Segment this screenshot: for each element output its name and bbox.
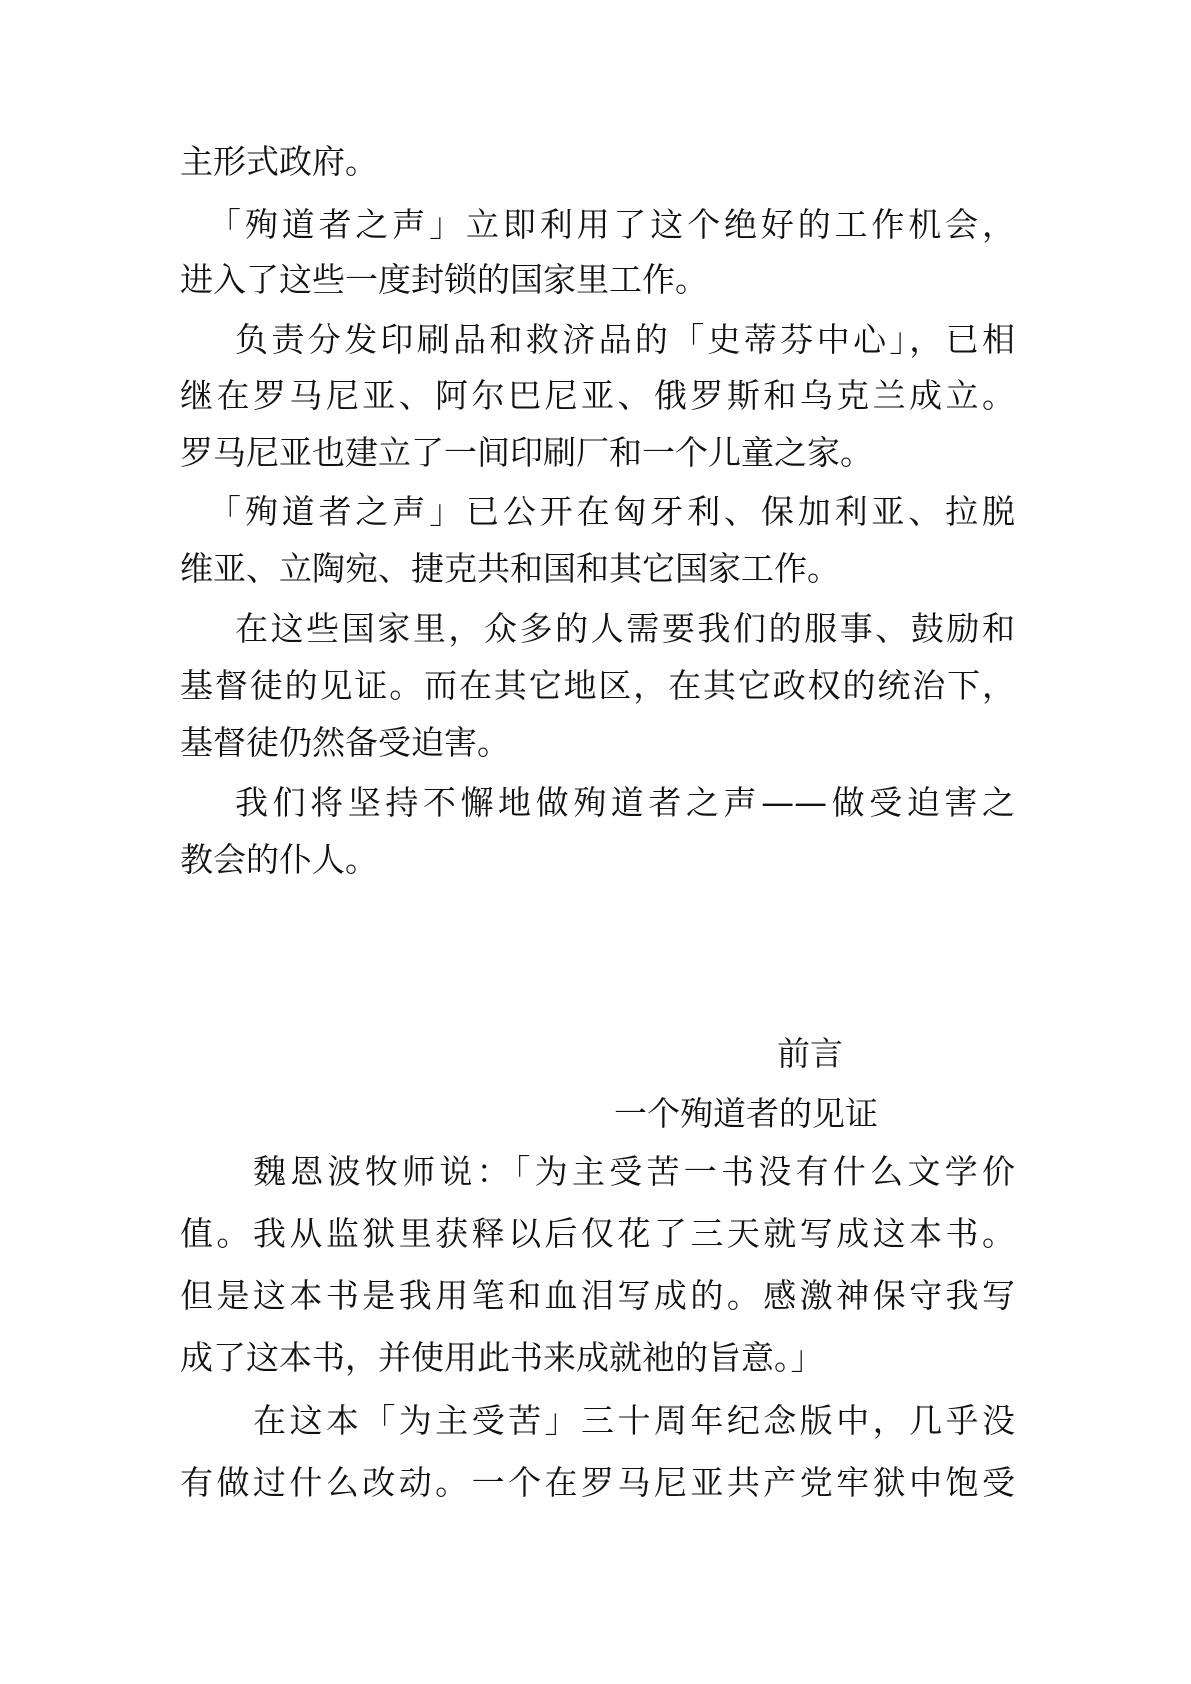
paragraph-line: 基督徒的见证。而在其它地区，在其它政权的统治下， xyxy=(180,666,1015,705)
paragraph-line: 主形式政府。 xyxy=(180,142,378,181)
paragraph-line: 进入了这些一度封锁的国家里工作。 xyxy=(180,260,708,299)
paragraph-line: 继在罗马尼亚、阿尔巴尼亚、俄罗斯和乌克兰成立。 xyxy=(180,376,1015,415)
paragraph-line: 成了这本书，并使用此书来成就祂的旨意。」 xyxy=(180,1338,824,1377)
paragraph-line: 负责分发印刷品和救济品的「史蒂芬中心」，已相 xyxy=(235,320,1015,359)
paragraph-line: 在这本「为主受苦」三十周年纪念版中，几乎没 xyxy=(253,1401,1015,1440)
section-title: 前言 xyxy=(777,1034,843,1073)
paragraph-line: 值。我从监狱里获释以后仅花了三天就写成这本书。 xyxy=(180,1214,1015,1253)
paragraph-line: 基督徒仍然备受迫害。 xyxy=(180,723,510,762)
paragraph-line: 教会的仆人。 xyxy=(180,840,378,879)
paragraph-line: 魏恩波牧师说：「为主受苦一书没有什么文学价 xyxy=(253,1152,1015,1191)
paragraph-line: 我们将坚持不懈地做殉道者之声——做受迫害之 xyxy=(235,783,1015,822)
paragraph-line: 维亚、立陶宛、捷克共和国和其它国家工作。 xyxy=(180,549,840,588)
paragraph-line: 「殉道者之声」已公开在匈牙利、保加利亚、拉脱 xyxy=(208,492,1015,531)
paragraph-line: 「殉道者之声」立即利用了这个绝好的工作机会， xyxy=(208,205,1015,244)
paragraph-line: 罗马尼亚也建立了一间印刷厂和一个儿童之家。 xyxy=(180,433,873,472)
paragraph-line: 在这些国家里，众多的人需要我们的服事、鼓励和 xyxy=(235,609,1015,648)
paragraph-line: 但是这本书是我用笔和血泪写成的。感激神保守我写 xyxy=(180,1276,1015,1315)
paragraph-line: 有做过什么改动。一个在罗马尼亚共产党牢狱中饱受 xyxy=(180,1463,1015,1502)
section-subtitle: 一个殉道者的见证 xyxy=(614,1094,878,1133)
